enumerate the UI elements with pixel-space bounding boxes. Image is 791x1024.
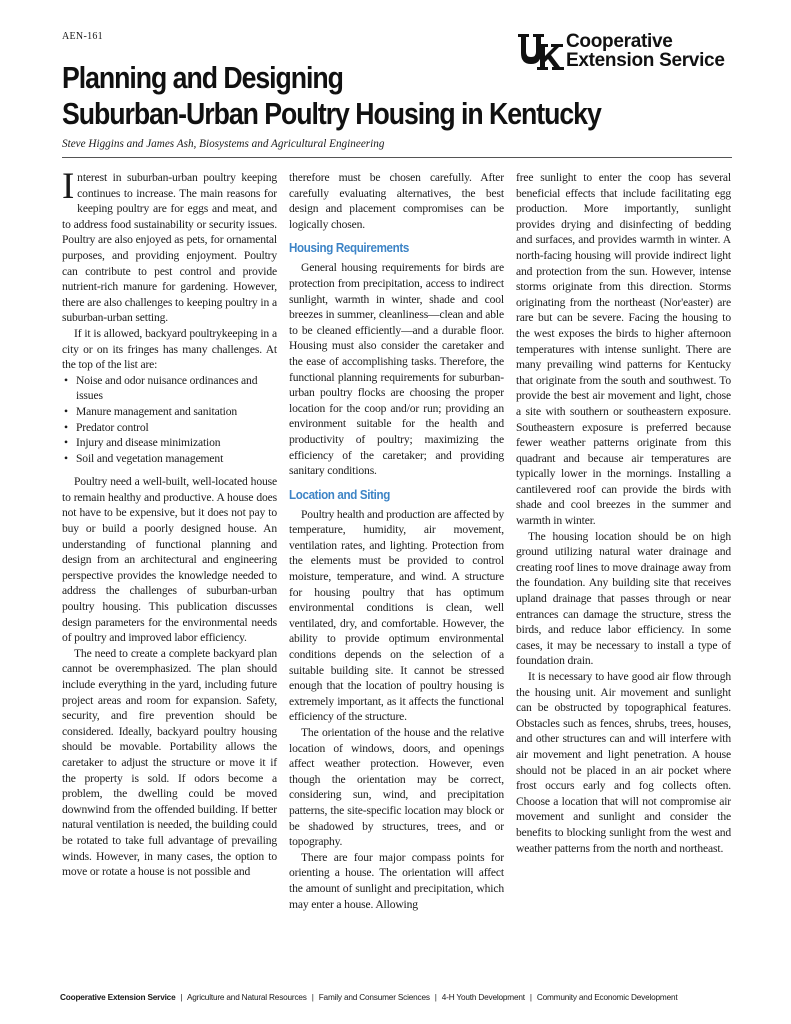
footer: [60, 992, 732, 1002]
footer-item: Agriculture and Natural Resources: [186, 992, 307, 1002]
list-item: • Noise and odor nuisance ordinances and issues: [62, 373, 277, 404]
paragraph: The need to create a complete backyard plan cannot be overemphasized. The plan should include everything in the yard, including future project areas and room for expansion. Safety, security, and fire prevention should be considered. Ideally, backyard poultry housing should be movable. Portability allows the caretaker to adjust the structure or move it if the property is sold. If odors become a problem, the dwelling could be moved downwind from the offended building. If better natural ventilation is needed, the building could be rotated to take full advantage of prevailing winds. However, in many cases, the option to move or rotate a house is not possible and: [62, 646, 277, 879]
logo-line-2: Extension Service: [566, 50, 725, 71]
column-3: [516, 170, 731, 856]
logo-line-1: Cooperative: [566, 31, 673, 52]
paragraph: The orientation of the house and the relative location of windows, doors, and openings affect weather protection. However, even though the orientation may be correct, considering sun, wind, and precipitation patterns, the site-specific location may block or be shadowed by structures, trees, and or topography.: [289, 726, 504, 849]
page-title: [62, 60, 601, 132]
section-heading-location: Location and Siting: [289, 486, 390, 502]
footer-separator: |: [529, 992, 532, 1002]
paragraph: free sunlight to enter the coop has several beneficial effects that include facilitating egg production. More importantly, sunlight provides drying and disinfecting of bedding and surfaces, and provides warmth in winter. A north-facing housing will provide indirect light and protection from the sun. However, intense storms originate from this direction. Storms originating from the northeast (Nor'easter) are rare but can be severe. Facing the housing to the west exposes the birds to higher afternoon temperatures with intense sunlight. There are many prevailing wind patterns for Kentucky that originate from the south and southwest. To provide the best air movement and light, chose a site with southern or southeastern exposure. Southeastern exposure is preferred because fewer weather patterns originate from this quadrant and because air temperatures are typically lower in the mornings. Installing a cantilevered roof can provide the birds with shade and cool breezes in the summer and warmth in winter.: [516, 171, 731, 528]
footer-separator: |: [434, 992, 437, 1002]
footer-separator: |: [311, 992, 314, 1002]
title-divider: [62, 157, 732, 158]
title-line-2: Suburban-Urban Poultry Housing in Kentucky: [62, 96, 601, 131]
footer-item: Community and Economic Development: [536, 992, 678, 1002]
footer-brand: Cooperative Extension Service: [60, 992, 176, 1002]
paragraph: General housing requirements for birds are protection from precipitation, access to indirect sunlight, warmth in winter, shade and cool breezes in summer, cleanliness—clean and able to be cleaned efficiently—and a durable floor. Housing must also consider the caretaker and the ease of accomplishing tasks. Therefore, the functional planning requirements for suburban-urban poultry flocks are choosing the proper location for the coop and/or run; providing an environment suitable for the health and productivity of poultry; maximizing the efficiency of the caretaker; and providing sanitary conditions.: [289, 261, 504, 478]
title-line-1: Planning and Designing: [62, 60, 343, 95]
intro-paragraph: [62, 166, 277, 326]
challenges-list: [62, 373, 277, 467]
paragraph: There are four major compass points for orienting a house. The orientation will affect the amount of sunlight and precipitation, which may enter a house. Allowing: [289, 850, 504, 911]
authors-byline: Steve Higgins and James Ash, Biosystems and Agricultural Engineering: [62, 138, 385, 150]
paragraph: Poultry need a well-built, well-located house to remain healthy and productive. A house does not have to be expensive, but it does not pay to buy or build a poorly designed house. An understanding of functional planning and design from an architectural and engineering perspective provides the knowledge needed to address the challenges of suburban-urban poultry housing. This publication discusses design parameters for the environmental needs of poultry and improved labor efficiency.: [62, 475, 277, 645]
footer-item: 4-H Youth Development: [441, 992, 525, 1002]
list-item: • Injury and disease minimization: [62, 435, 277, 451]
intro-text: nterest in suburban-urban poultry keeping continues to increase. The main reasons for keeping poultry are for eggs and meat, and to address food sustainability or security issues. Poultry are also enjoyed as pets, for ornamental purposes, and providing enjoyment. Poultry can contribute to pest control and provide nutrient-rich manure for gardening. However, there are also challenges to keeping poultry in a suburban-urban setting.: [62, 171, 277, 325]
list-item: • Soil and vegetation management: [62, 451, 277, 467]
column-2: [289, 170, 504, 912]
column-1: [62, 166, 277, 880]
footer-separator: |: [180, 992, 183, 1002]
paragraph: It is necessary to have good air flow through the housing unit. Air movement and sunlight can be obstructed by topographical features. Obstacles such as fences, shrubs, trees, houses, and other structures can and will interfere with air movement and light penetration. A house should not be placed in an air pocket where frost occurs early and fog collects often. Choose a location that will not compromise air movement and sunlight and consider the benefits to blocking sunlight from the west and weather patterns from the north and northeast.: [516, 670, 731, 855]
section-heading-housing: Housing Requirements: [289, 240, 409, 256]
publication-code: AEN-161: [62, 31, 103, 42]
paragraph: Poultry health and production are affected by temperature, humidity, air movement, ventilation rates, and lighting. Protection from the elements must be provided to control moisture, temperature, and wind. A structure for housing poultry that has optimum environmental conditions is clean, well ventilated, dry, and comfortable. However, the ability to provide optimum environmental conditions depends on the selection of a suitable building site. It cannot be stressed enough that the location of poultry housing is extremely important, as it affects the functional efficiency of the structure.: [289, 507, 504, 724]
paragraph: therefore must be chosen carefully. After carefully evaluating alternatives, the best design and placement compromises can be logically chosen.: [289, 171, 504, 231]
list-item: • Predator control: [62, 420, 277, 436]
list-item: • Manure management and sanitation: [62, 404, 277, 420]
paragraph: If it is allowed, backyard poultrykeeping in a city or on its fringes has many challenges. At the top of the list are:: [62, 326, 277, 372]
paragraph: The housing location should be on high ground utilizing natural water drainage and creating roof lines to move drainage away from the foundation. Any building site that receives upland drainage that passes through or near entrances can damage the structure, stress the birds, and reduce labor efficiency. In some cases, it may be necessary to install a type of foundation drain.: [516, 529, 731, 668]
footer-item: Family and Consumer Sciences: [318, 992, 430, 1002]
drop-cap: I: [62, 166, 75, 207]
